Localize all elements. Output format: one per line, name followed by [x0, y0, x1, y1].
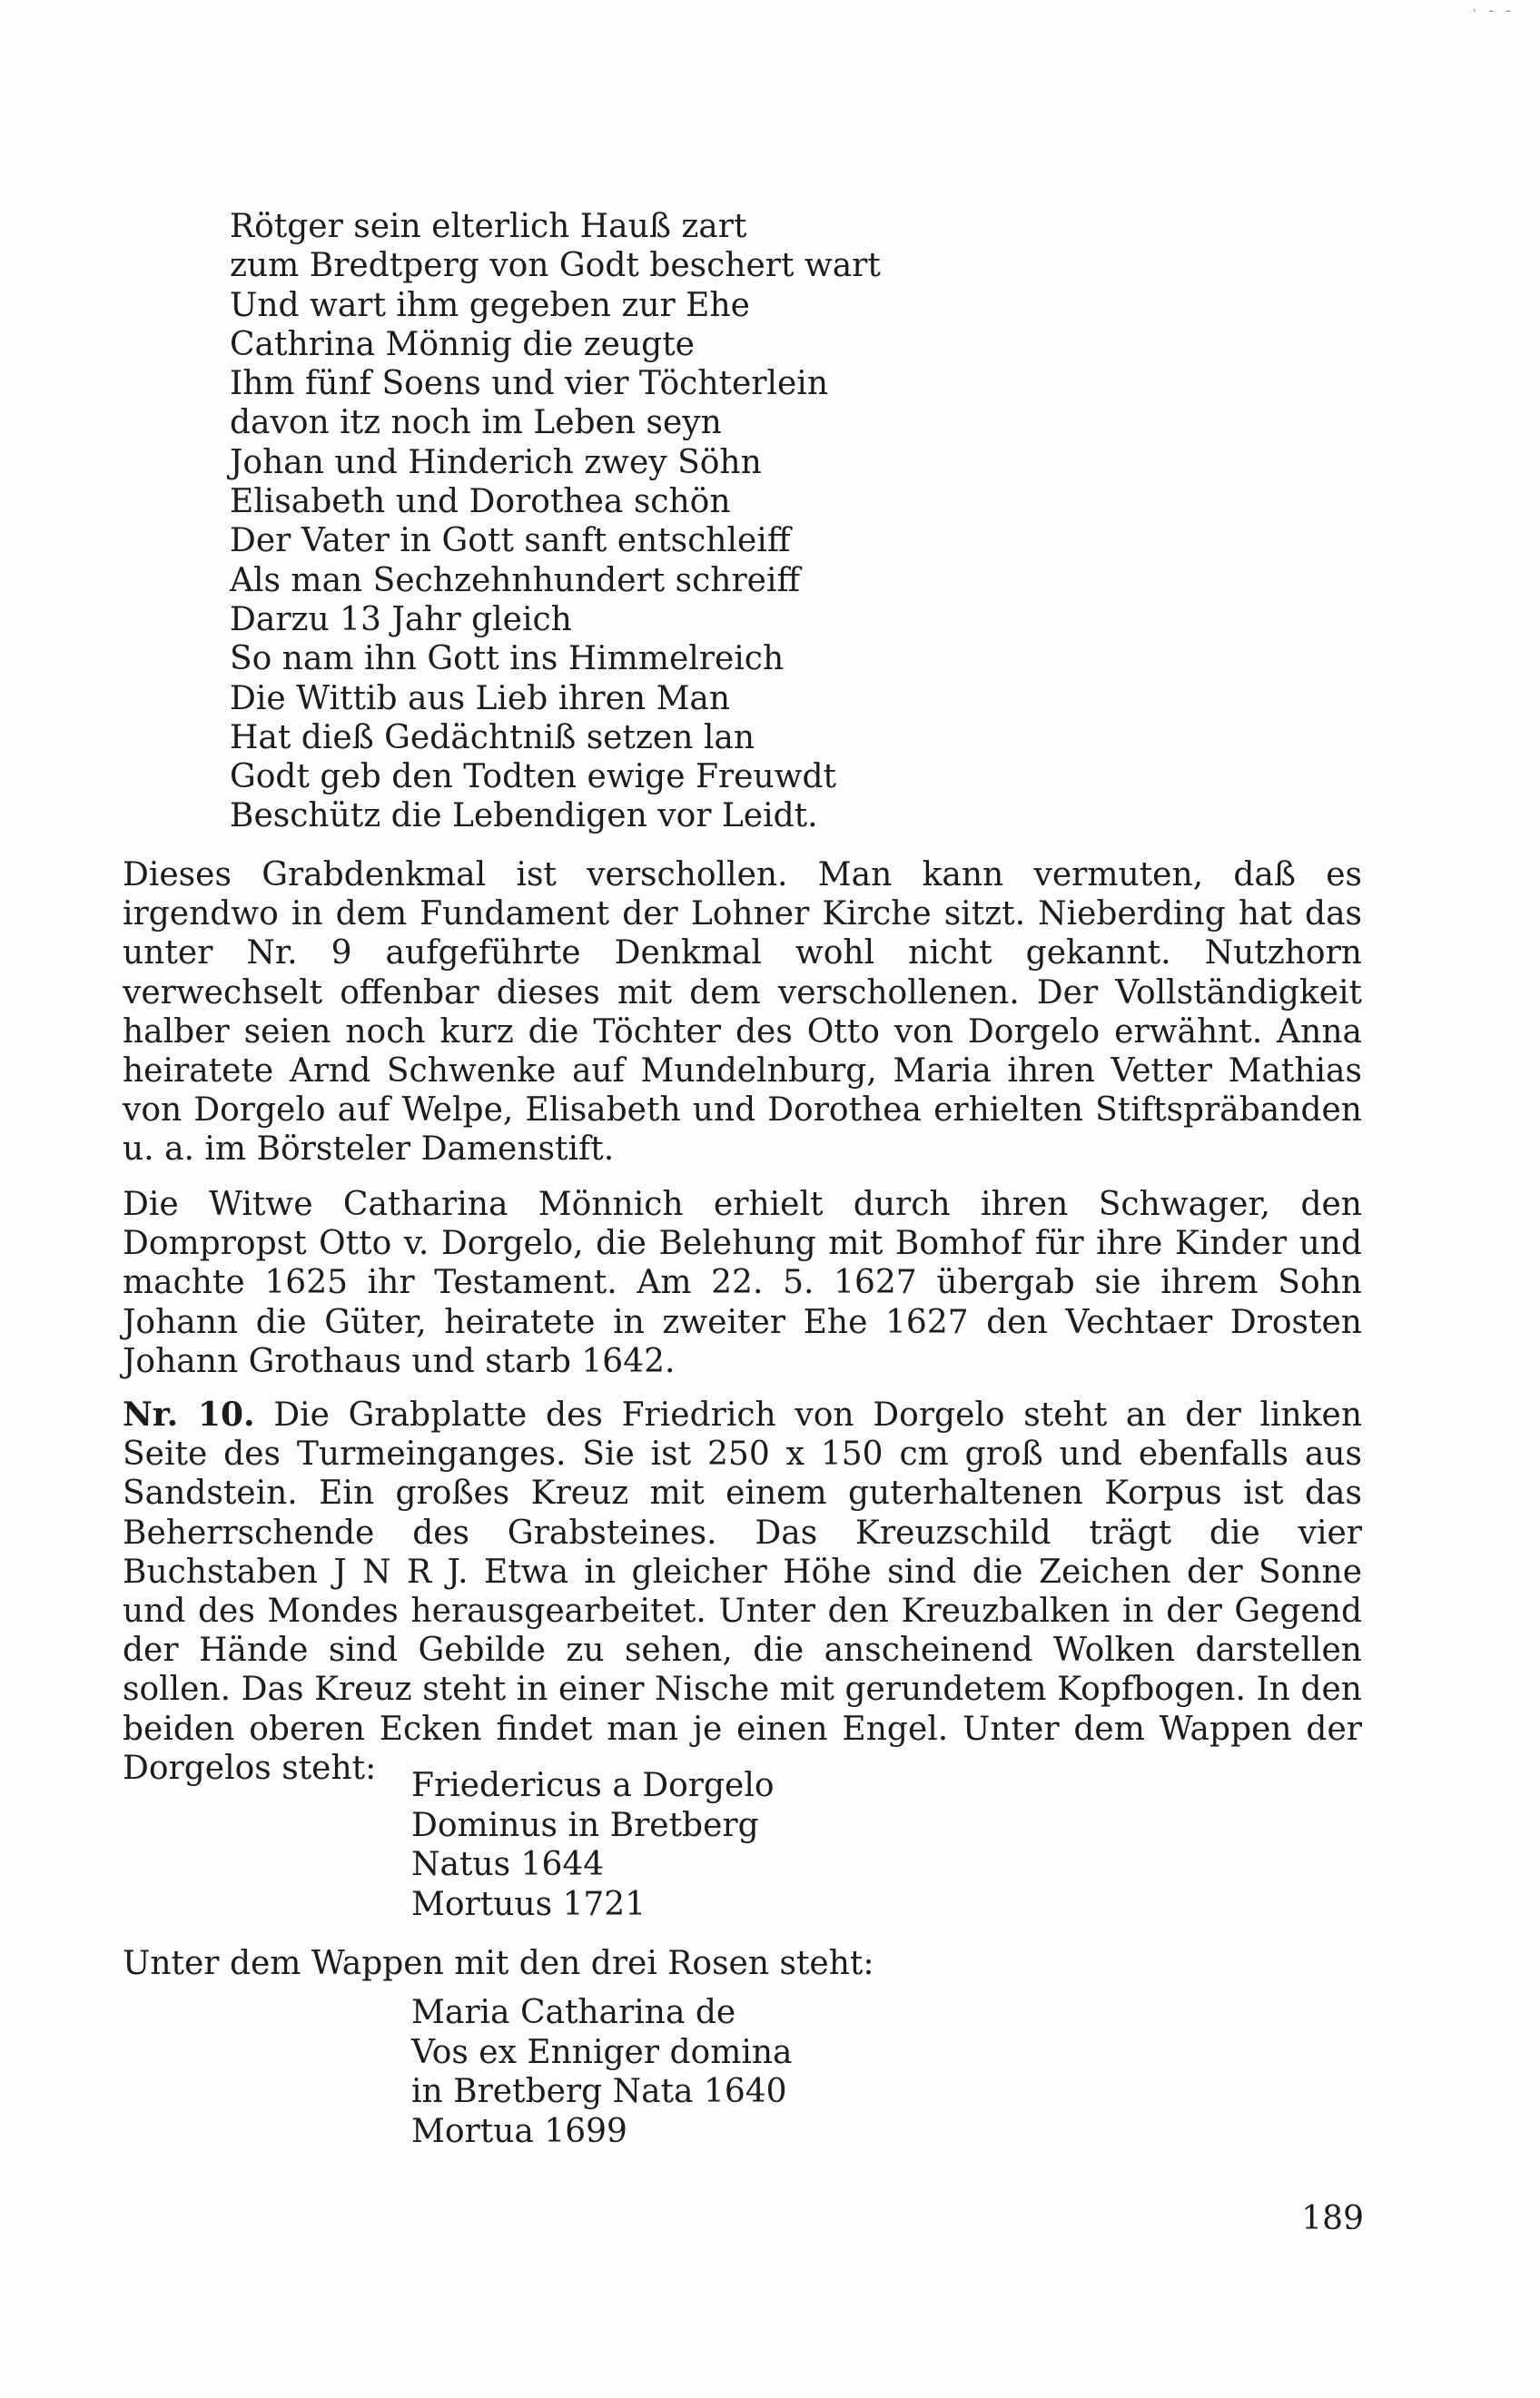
paragraph-three-roses: Unter dem Wappen mit den drei Rosen steht: — [123, 1945, 874, 1982]
entry-number-label: Nr. 10. — [123, 1396, 255, 1434]
inscription-line: Natus 1644 — [411, 1846, 605, 1883]
inscription-line: Maria Catharina de — [411, 1994, 736, 2031]
inscription-line: Dominus in Bretberg — [411, 1806, 759, 1844]
poem-line: Der Vater in Gott sanft entschleiff — [230, 522, 791, 560]
paragraph-lost-monument: Dieses Grabdenkmal ist verschollen. Man kann vermuten, daß es irgendwo in dem Fundament der Lohner Kirche sitzt. Nieberding hat das unter Nr. 9 aufgeführte Denkmal wohl nicht gekannt. Nutzhorn verwechselt offenbar dieses mit dem verschollenen. Der Vollständigkeit halber seien noch kurz die Töchter des Otto von Dorgelo erwähnt. Anna heiratete Arnd Schwenke auf Mundelnburg, Maria ihren Vetter Mathias von Dorgelo auf Welpe, Elisabeth und Dorothea erhielten Stiftspräbanden u. a. im Börsteler Damenstift. — [123, 856, 1362, 1169]
inscription-line: Friedericus a Dorgelo — [411, 1767, 775, 1804]
poem-line: Die Wittib aus Lieb ihren Man — [230, 679, 731, 717]
poem-line: Elisabeth und Dorothea schön — [230, 483, 731, 521]
inscription-line: Vos ex Enniger domina — [411, 2033, 793, 2071]
poem-line: Als man Sechzehnhundert schreiff — [230, 561, 801, 599]
page-number: 189 — [1301, 2200, 1364, 2237]
inscription-de-vos — [411, 1993, 793, 2151]
poem-line: Darzu 13 Jahr gleich — [230, 600, 572, 638]
entry-text: Die Grabplatte des Friedrich von Dorgelo steht an der linken Seite des Turmeinganges. Sie ist 250 x 150 cm groß und ebenfalls aus Sandstein. Ein großes Kreuz mit einem guterhaltenen Korpus ist das Beherrschende des Grabsteines. Das Kreuzschild trägt die vier Buchstaben J N R J. Etwa in gleicher Höhe sind die Zeichen der Sonne und des Mondes herausgearbeitet. Unter den Kreuzbalken in der Gegend der Hände sind Gebilde zu sehen, die anscheinend Wolken darstellen sollen. Das Kreuz steht in einer Nische mit gerundetem Kopfbogen. In den beiden oberen Ecken findet man je einen Engel. Unter dem Wappen der Dorgelos steht: — [123, 1396, 1363, 1787]
paragraph-widow-catharina: Die Witwe Catharina Mönnich erhielt durch ihren Schwager, den Dompropst Otto v. Dorgelo, die Belehung mit Bomhof für ihre Kinder und machte 1625 ihr Testament. Am 22. 5. 1627 übergab sie ihrem Sohn Johann die Güter, heiratete in zweiter Ehe 1627 den Vechtaer Drosten Johann Grothaus und starb 1642. — [123, 1186, 1362, 1380]
poem-line: Und wart ihm gegeben zur Ehe — [230, 286, 750, 324]
inscription-line: Mortuus 1721 — [411, 1885, 647, 1923]
poem-line: Ihm fünf Soens und vier Töchterlein — [230, 365, 829, 403]
inscription-line: in Bretberg Nata 1640 — [411, 2073, 787, 2110]
inscription-line: Mortua 1699 — [411, 2112, 627, 2150]
poem-line: So nam ihn Gott ins Himmelreich — [230, 640, 785, 678]
poem-block — [230, 207, 881, 836]
poem-line: Rötger sein elterlich Hauß zart — [230, 208, 747, 245]
poem-line: Hat dieß Gedächtniß setzen lan — [230, 718, 755, 756]
paragraph-nr-10 — [123, 1396, 1362, 1788]
poem-line: Godt geb den Todten ewige Freuwdt — [230, 758, 836, 796]
poem-line: zum Bredtperg von Godt beschert wart — [230, 247, 881, 285]
poem-line: Cathrina Mönnig die zeugte — [230, 325, 695, 363]
inscription-dorgelo — [411, 1766, 775, 1924]
corner-mark: · - - — [1472, 2, 1515, 19]
poem-line: Johan und Hinderich zwey Söhn — [230, 443, 762, 481]
poem-line: Beschütz die Lebendigen vor Leidt. — [230, 797, 818, 835]
poem-line: davon itz noch im Leben seyn — [230, 404, 722, 442]
